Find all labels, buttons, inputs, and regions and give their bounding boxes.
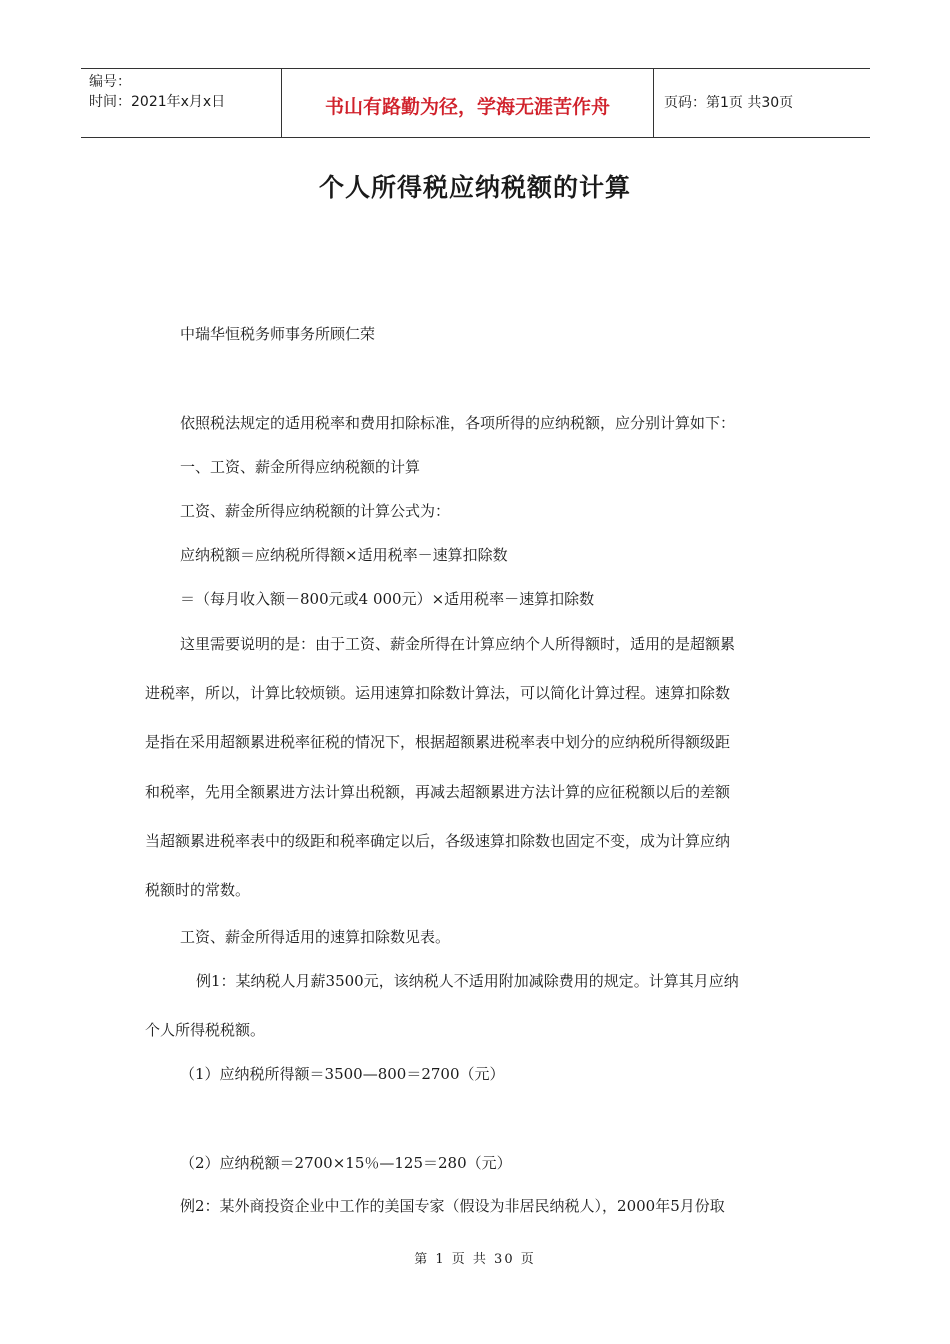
document-title: 个人所得税应纳税额的计算 bbox=[318, 173, 631, 202]
document-header bbox=[81, 68, 870, 138]
page-info: 页码：第1页 共30页 bbox=[664, 95, 794, 111]
body-line: 当超额累进税率表中的级距和税率确定以后，各级速算扣除数也固定不变，成为计算应纳 bbox=[145, 832, 731, 850]
example-line: 个人所得税税额。 bbox=[145, 1021, 266, 1039]
section-heading: 一、工资、薪金所得应纳税额的计算 bbox=[180, 458, 421, 476]
calculation-line: （2）应纳税额＝2700×15％—125＝280（元） bbox=[180, 1154, 512, 1172]
body-line: 税额时的常数。 bbox=[145, 881, 251, 899]
body-line: 这里需要说明的是：由于工资、薪金所得在计算应纳个人所得额时，适用的是超额累 bbox=[180, 635, 736, 653]
page-footer: 第 1 页 共 30 页 bbox=[414, 1252, 536, 1267]
body-line: 进税率，所以，计算比较烦锁。运用速算扣除数计算法，可以简化计算过程。速算扣除数 bbox=[145, 684, 731, 702]
body-line: 依照税法规定的适用税率和费用扣除标准，各项所得的应纳税额，应分别计算如下： bbox=[180, 414, 736, 432]
body-line: 工资、薪金所得适用的速算扣除数见表。 bbox=[180, 928, 451, 946]
doc-number-label: 编号： bbox=[89, 74, 131, 90]
body-line: 是指在采用超额累进税率征税的情况下，根据超额累进税率表中划分的应纳税所得额级距 bbox=[145, 733, 731, 751]
calculation-line: （1）应纳税所得额＝3500—800＝2700（元） bbox=[180, 1065, 505, 1083]
formula-line: ＝（每月收入额－800元或4 000元）×适用税率－速算扣除数 bbox=[180, 590, 595, 608]
example-line: 例1：某纳税人月薪3500元，该纳税人不适用附加减除费用的规定。计算其月应纳 bbox=[196, 972, 739, 990]
author-line: 中瑞华恒税务师事务所顾仁荣 bbox=[180, 325, 376, 343]
header-meta bbox=[81, 69, 281, 137]
formula-line: 应纳税额＝应纳税所得额×适用税率－速算扣除数 bbox=[180, 546, 508, 564]
example-line: 例2：某外商投资企业中工作的美国专家（假设为非居民纳税人），2000年5月份取 bbox=[180, 1197, 725, 1215]
motto-text: 书山有路勤为径，学海无涯苦作舟 bbox=[324, 96, 610, 118]
body-line: 工资、薪金所得应纳税额的计算公式为： bbox=[180, 502, 451, 520]
date-line: 时间：2021年x月x日 bbox=[89, 94, 226, 110]
header-motto-cell bbox=[281, 69, 654, 137]
body-line: 和税率，先用全额累进方法计算出税额，再减去超额累进方法计算的应征税额以后的差额 bbox=[145, 783, 731, 801]
